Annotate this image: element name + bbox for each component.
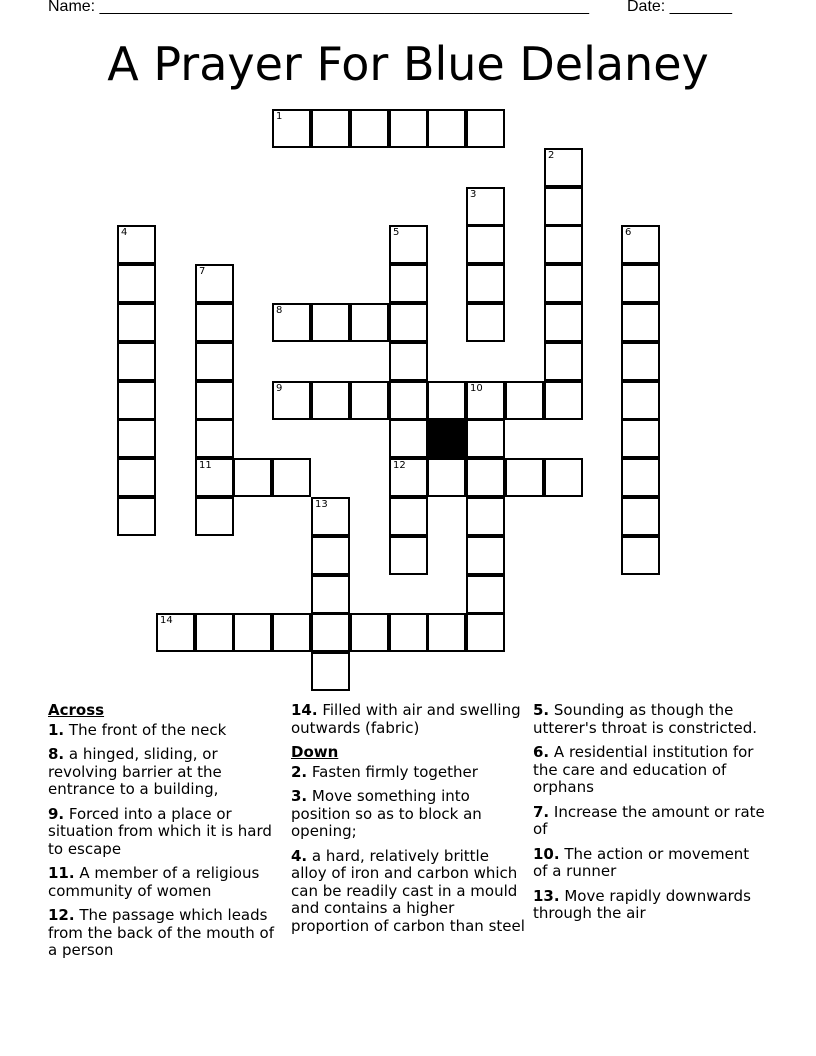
grid-cell[interactable] [389,497,428,536]
grid-cell[interactable] [156,613,195,652]
clue-number: 10 [470,383,483,394]
grid-cell[interactable] [389,458,428,497]
grid-cell[interactable] [621,458,660,497]
grid-cell[interactable] [389,342,428,381]
grid-cell[interactable] [389,264,428,303]
grid-cell[interactable] [389,381,428,420]
grid-cell[interactable] [311,381,350,420]
grid-cell[interactable] [272,109,311,148]
grid-cell[interactable] [117,225,156,264]
grid-cell[interactable] [195,497,234,536]
grid-cell[interactable] [117,419,156,458]
grid-cell[interactable] [272,613,311,652]
grid-cell[interactable] [544,264,583,303]
grid-cell[interactable] [544,381,583,420]
grid-cell[interactable] [544,458,583,497]
grid-cell[interactable] [427,109,466,148]
grid-cell[interactable] [389,419,428,458]
grid-cell[interactable] [466,497,505,536]
grid-cell[interactable] [621,303,660,342]
across-clue-8: 8. a hinged, sliding, or revolving barrier at the entrance to a building, [48,745,222,798]
across-clue-9: 9. Forced into a place or situation from which it is hard to escape [48,804,272,858]
down-clue-6: 6. A residential institution for the care and education of orphans [533,743,754,796]
grid-cell[interactable] [311,613,350,652]
grid-cell[interactable] [544,148,583,187]
grid-cell[interactable] [466,575,505,614]
across-clue-12: 12. The passage which leads from the back of the mouth of a person [48,906,274,959]
grid-cell[interactable] [466,419,505,458]
clue-number: 13 [315,499,328,510]
grid-cell[interactable] [621,419,660,458]
across-clue-14: 14. Filled with air and swelling outwards (fabric) [291,701,521,737]
date-line: _______ [669,0,732,15]
grid-cell[interactable] [195,381,234,420]
grid-cell[interactable] [233,613,272,652]
grid-cell[interactable] [311,652,350,691]
grid-cell[interactable] [466,381,505,420]
grid-cell[interactable] [117,264,156,303]
grid-cell[interactable] [195,613,234,652]
grid-cell[interactable] [389,536,428,575]
puzzle-title: A Prayer For Blue Delaney [107,37,709,91]
grid-cell[interactable] [544,225,583,264]
grid-cell[interactable] [466,109,505,148]
grid-cell[interactable] [466,613,505,652]
grid-cell[interactable] [389,613,428,652]
down-clue-4: 4. a hard, relatively brittle alloy of iron and carbon which can be readily cast in a mould and contains a higher proportion of carbon than steel [291,846,525,935]
across-clue-11: 11. A member of a religious community of women [48,864,260,900]
grid-cell[interactable] [544,303,583,342]
down-clue-5: 5. Sounding as though the utterer's throat is constricted. [533,701,758,737]
grid-cell[interactable] [621,497,660,536]
grid-cell[interactable] [311,497,350,536]
down-clue-7: 7. Increase the amount or rate of [533,802,765,838]
grid-cell[interactable] [195,264,234,303]
name-label: Name: [48,0,100,15]
clue-number: 8 [276,305,283,316]
grid-cell[interactable] [427,613,466,652]
grid-cell[interactable] [466,536,505,575]
grid-cell[interactable] [311,109,350,148]
grid-cell[interactable] [311,303,350,342]
clue-number: 11 [199,460,212,471]
grid-cell[interactable] [505,458,544,497]
grid-cell[interactable] [311,575,350,614]
grid-cell[interactable] [389,109,428,148]
clues-column-2 [291,702,526,942]
grid-cell[interactable] [350,303,389,342]
grid-cell[interactable] [621,225,660,264]
grid-cell[interactable] [427,458,466,497]
clue-number: 6 [625,227,632,238]
grid-cell[interactable] [350,613,389,652]
grid-cell[interactable] [505,381,544,420]
down-clue-3: 3. Move something into position so as to block an opening; [291,787,482,840]
grid-cell[interactable] [311,536,350,575]
grid-cell[interactable] [389,303,428,342]
grid-cell[interactable] [195,342,234,381]
grid-cell[interactable] [389,225,428,264]
grid-cell[interactable] [350,109,389,148]
across-clue-1: 1. The front of the neck [48,720,227,739]
grid-cell[interactable] [117,303,156,342]
grid-cell[interactable] [544,187,583,226]
grid-cell[interactable] [195,419,234,458]
grid-cell[interactable] [466,187,505,226]
grid-cell[interactable] [117,458,156,497]
grid-cell[interactable] [272,381,311,420]
grid-cell[interactable] [272,303,311,342]
grid-cell[interactable] [233,458,272,497]
clue-number: 3 [470,189,477,200]
black-square [427,419,466,458]
grid-cell[interactable] [117,497,156,536]
grid-cell[interactable] [350,381,389,420]
down-clue-2: 2. Fasten firmly together [291,762,478,781]
grid-cell[interactable] [544,342,583,381]
grid-cell[interactable] [427,381,466,420]
clue-number: 1 [276,111,283,122]
clue-number: 2 [548,150,555,161]
clue-number: 12 [393,460,406,471]
clue-number: 4 [121,227,128,238]
grid-cell[interactable] [272,458,311,497]
grid-cell[interactable] [117,381,156,420]
clue-number: 5 [393,227,400,238]
grid-cell[interactable] [466,303,505,342]
down-clue-10: 10. The action or movement of a runner [533,844,750,880]
clue-number: 14 [160,615,173,626]
down-clue-13: 13. Move rapidly downwards through the air [533,886,751,922]
grid-cell[interactable] [195,303,234,342]
grid-cell[interactable] [621,381,660,420]
grid-cell[interactable] [621,536,660,575]
clue-number: 7 [199,266,206,277]
clues-column-1 [48,702,283,967]
down-heading: Down [291,743,339,761]
across-heading: Across [48,701,105,719]
grid-cell[interactable] [117,342,156,381]
clue-number: 9 [276,383,283,394]
grid-cell[interactable] [466,264,505,303]
grid-cell[interactable] [621,264,660,303]
name-line: _______________________________________________________ [99,0,589,15]
grid-cell[interactable] [195,458,234,497]
clues-column-3 [533,702,768,930]
date-label: Date: [627,0,670,15]
grid-cell[interactable] [621,342,660,381]
grid-cell[interactable] [466,458,505,497]
grid-cell[interactable] [466,225,505,264]
